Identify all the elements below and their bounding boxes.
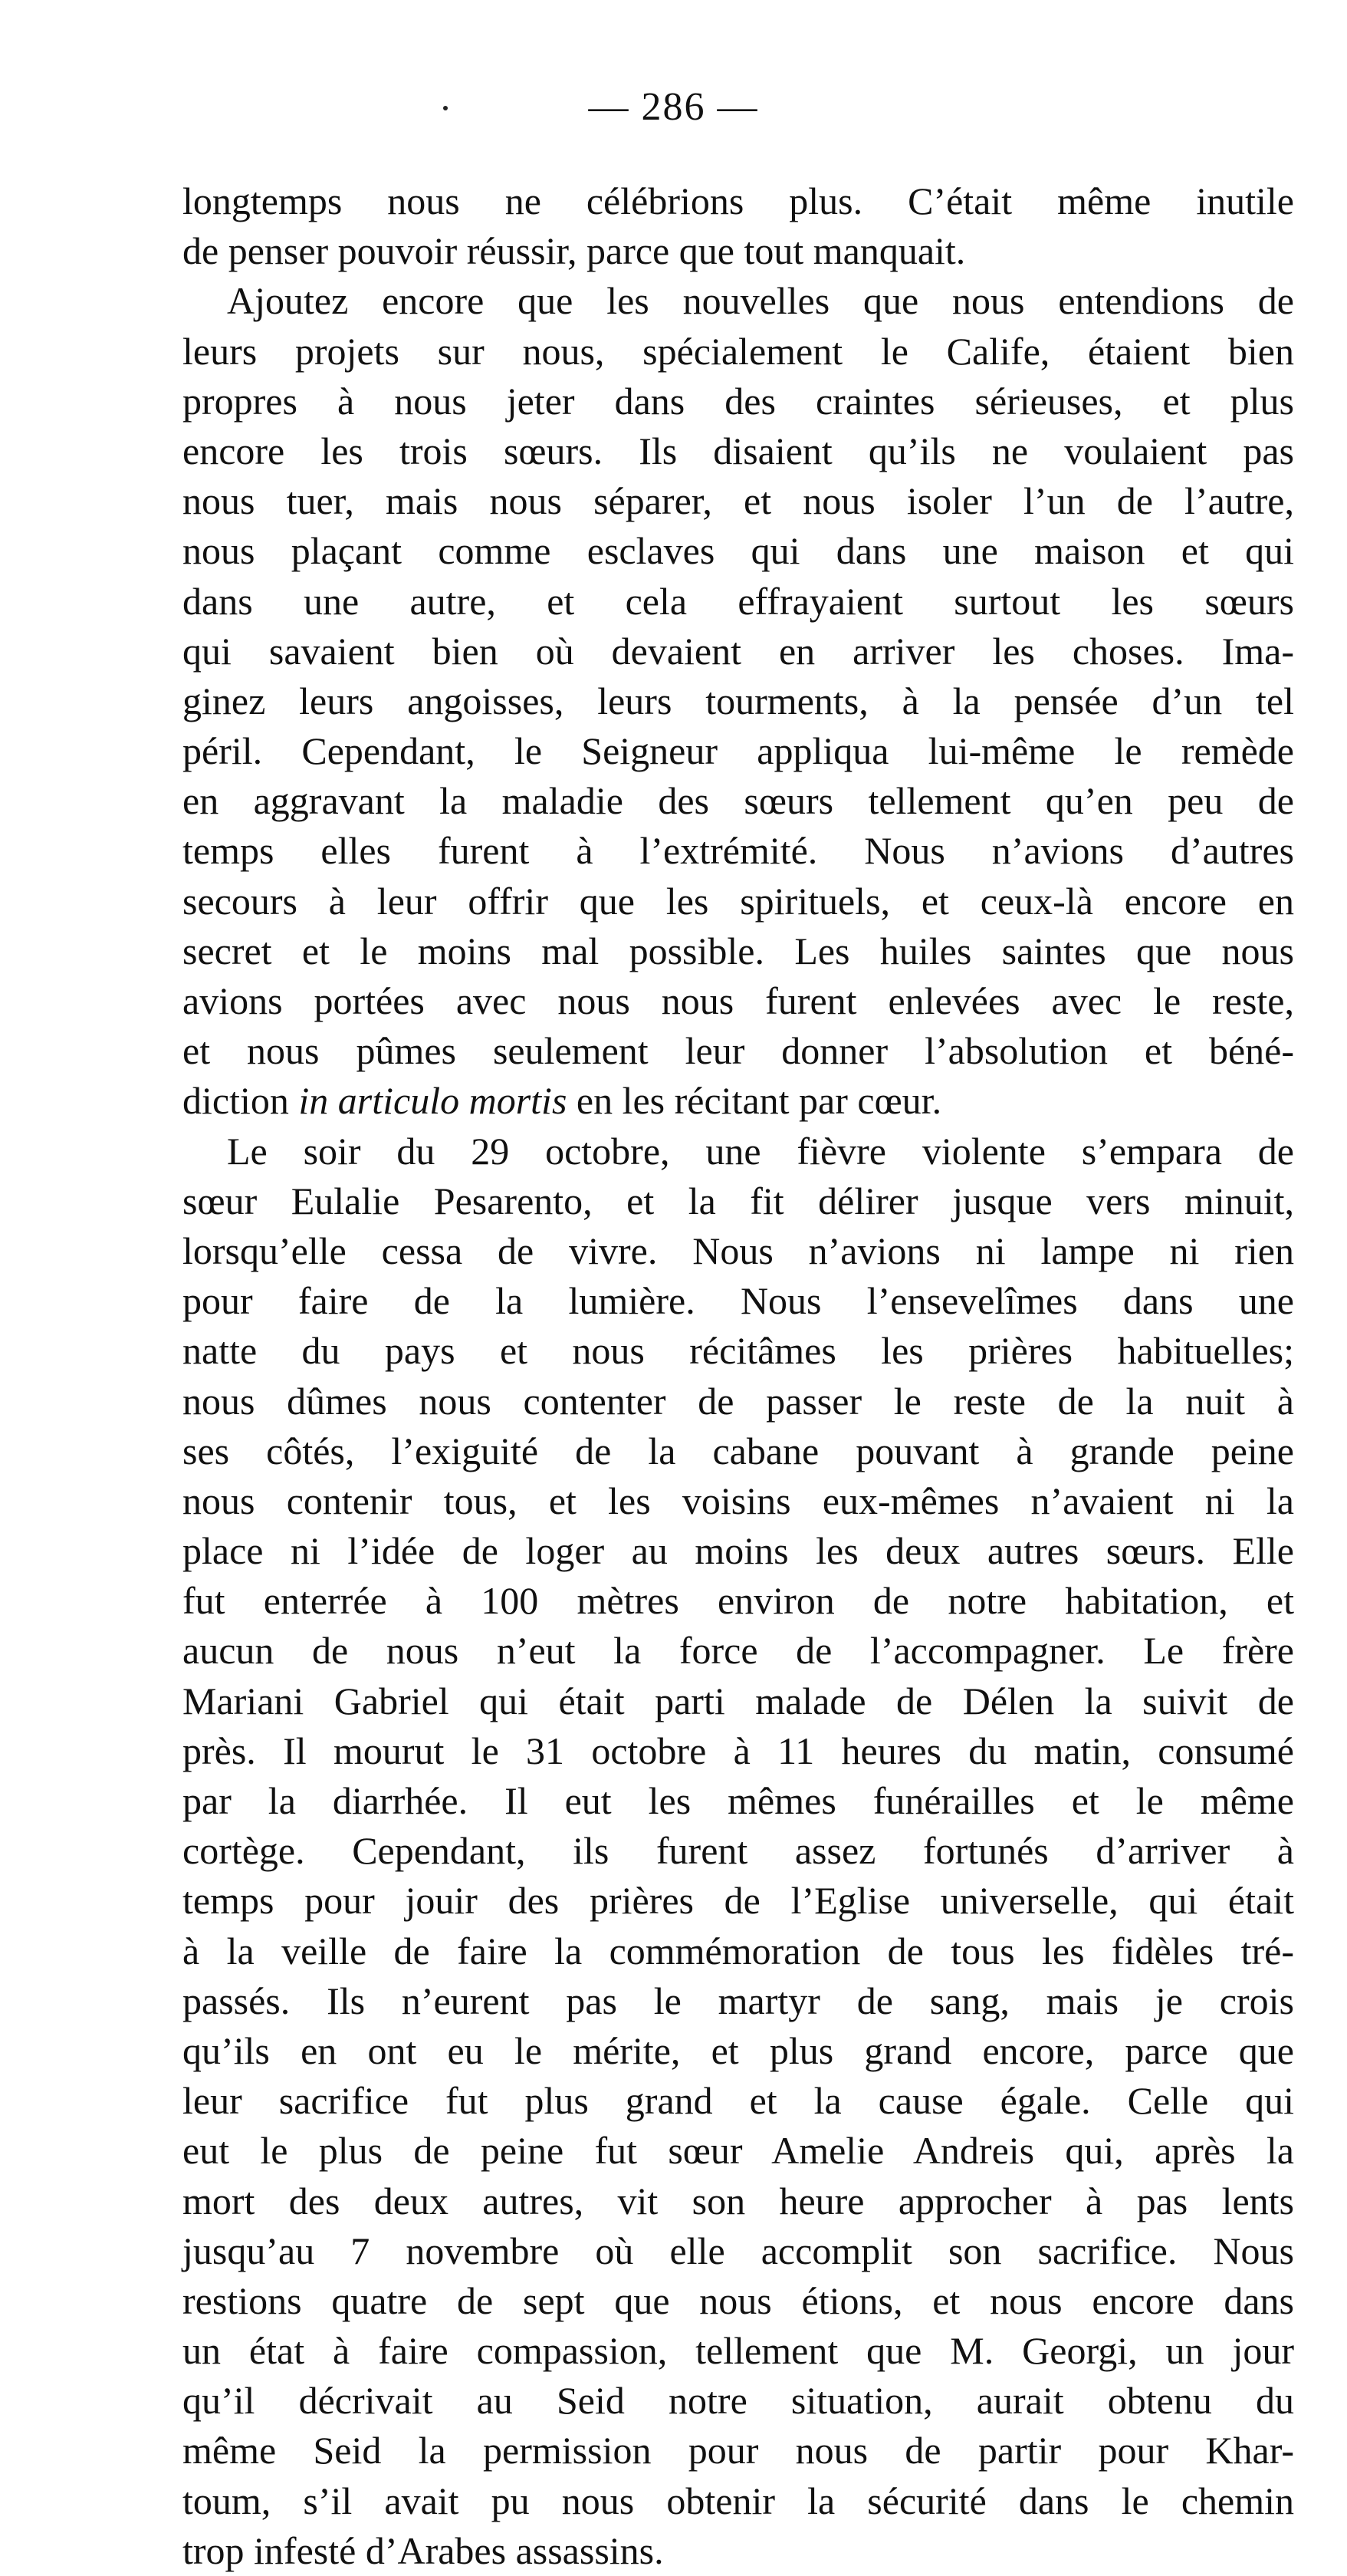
text-line: ginez leurs angoisses, leurs tourments, à la pensée d’un tel	[182, 679, 1294, 722]
text-line: et nous pûmes seulement leur donner l’absolution et béné-	[182, 1029, 1294, 1073]
text-span: en les récitant par cœur.	[576, 1079, 942, 1123]
text-span: diction	[182, 1079, 289, 1123]
text-line: pour faire de la lumière. Nous l’ensevelîmes dans une	[182, 1279, 1294, 1323]
text-line: leurs projets sur nous, spécialement le Calife, étaient bien	[182, 329, 1294, 373]
text-line: de penser pouvoir réussir, parce que tout manquait.	[182, 229, 966, 273]
text-line: ses côtés, l’exiguité de la cabane pouvant à grande peine	[182, 1429, 1294, 1472]
text-line: encore les trois sœurs. Ils disaient qu’ils ne voulaient pas	[182, 429, 1294, 472]
text-line: par la diarrhée. Il eut les mêmes funérailles et le même	[182, 1779, 1294, 1822]
text-line: temps elles furent à l’extrémité. Nous n’avions d’autres	[182, 829, 1294, 873]
text-line: avions portées avec nous nous furent enlevées avec le reste,	[182, 979, 1294, 1022]
text-line: lorsqu’elle cessa de vivre. Nous n’avions ni lampe ni rien	[182, 1229, 1294, 1272]
text-line: qu’ils en ont eu le mérite, et plus grand encore, parce que	[182, 2028, 1294, 2072]
text-line: cortège. Cependant, ils furent assez fortunés d’arriver à	[182, 1829, 1294, 1873]
page-number: — 286 —	[588, 85, 759, 129]
text-line: nous tuer, mais nous séparer, et nous isoler l’un de l’autre,	[182, 479, 1294, 523]
text-line: Le soir du 29 octobre, une fièvre violente s’empara de	[227, 1129, 1294, 1173]
text-line: à la veille de faire la commémoration de tous les fidèles tré-	[182, 1929, 1294, 1972]
text-line: longtemps nous ne célébrions plus. C’était même inutile	[182, 179, 1294, 222]
text-line: jusqu’au 7 novembre où elle accomplit son sacrifice. Nous	[182, 2229, 1294, 2272]
text-line: secret et le moins mal possible. Les huiles saintes que nous	[182, 929, 1294, 972]
text-line: restions quatre de sept que nous étions, et nous encore dans	[182, 2278, 1294, 2322]
text-line: péril. Cependant, le Seigneur appliqua lui-même le remède	[182, 729, 1294, 773]
text-line: nous dûmes nous contenter de passer le reste de la nuit à	[182, 1379, 1294, 1423]
text-line: un état à faire compassion, tellement que M. Georgi, un jour	[182, 2329, 1294, 2373]
text-line: même Seid la permission pour nous de partir pour Khar-	[182, 2429, 1294, 2472]
text-line: près. Il mourut le 31 octobre à 11 heures du matin, consumé	[182, 1729, 1294, 1772]
italic-phrase: in articulo mortis	[298, 1079, 567, 1123]
text-line: trop infesté d’Arabes assassins.	[182, 2528, 664, 2572]
text-line: place ni l’idée de loger au moins les deux autres sœurs. Elle	[182, 1529, 1294, 1573]
text-line: propres à nous jeter dans des craintes sérieuses, et plus	[182, 379, 1294, 423]
text-line: leur sacrifice fut plus grand et la cause égale. Celle qui	[182, 2079, 1294, 2123]
text-line	[182, 1076, 1294, 1126]
text-line: fut enterrée à 100 mètres environ de notre habitation, et	[182, 1579, 1294, 1623]
print-speck	[443, 106, 448, 110]
text-line: passés. Ils n’eurent pas le martyr de sang, mais je crois	[182, 1979, 1294, 2022]
text-line: temps pour jouir des prières de l’Eglise universelle, qui était	[182, 1879, 1294, 1923]
text-line: dans une autre, et cela effrayaient surtout les sœurs	[182, 579, 1294, 623]
text-line: en aggravant la maladie des sœurs tellement qu’en peu de	[182, 779, 1294, 823]
text-line: sœur Eulalie Pesarento, et la fit délirer jusque vers minuit,	[182, 1179, 1294, 1222]
text-line: secours à leur offrir que les spirituels, et ceux-là encore en	[182, 879, 1294, 923]
text-line: mort des deux autres, vit son heure approcher à pas lents	[182, 2179, 1294, 2222]
text-line: nous plaçant comme esclaves qui dans une maison et qui	[182, 529, 1294, 573]
text-line: qui savaient bien où devaient en arriver les choses. Ima-	[182, 629, 1294, 673]
text-line: natte du pays et nous récitâmes les prières habituelles;	[182, 1329, 1294, 1373]
text-line: eut le plus de peine fut sœur Amelie Andreis qui, après la	[182, 2129, 1294, 2173]
text-line: Mariani Gabriel qui était parti malade de Délen la suivit de	[182, 1679, 1294, 1722]
text-line: toum, s’il avait pu nous obtenir la sécurité dans le chemin	[182, 2479, 1294, 2522]
text-line: Ajoutez encore que les nouvelles que nous entendions de	[227, 279, 1294, 323]
text-line: qu’il décrivait au Seid notre situation, aurait obtenu du	[182, 2379, 1294, 2423]
text-line: aucun de nous n’eut la force de l’accompagner. Le frère	[182, 1629, 1294, 1673]
text-line: nous contenir tous, et les voisins eux-mêmes n’avaient ni la	[182, 1479, 1294, 1522]
body-text	[182, 176, 1294, 2576]
